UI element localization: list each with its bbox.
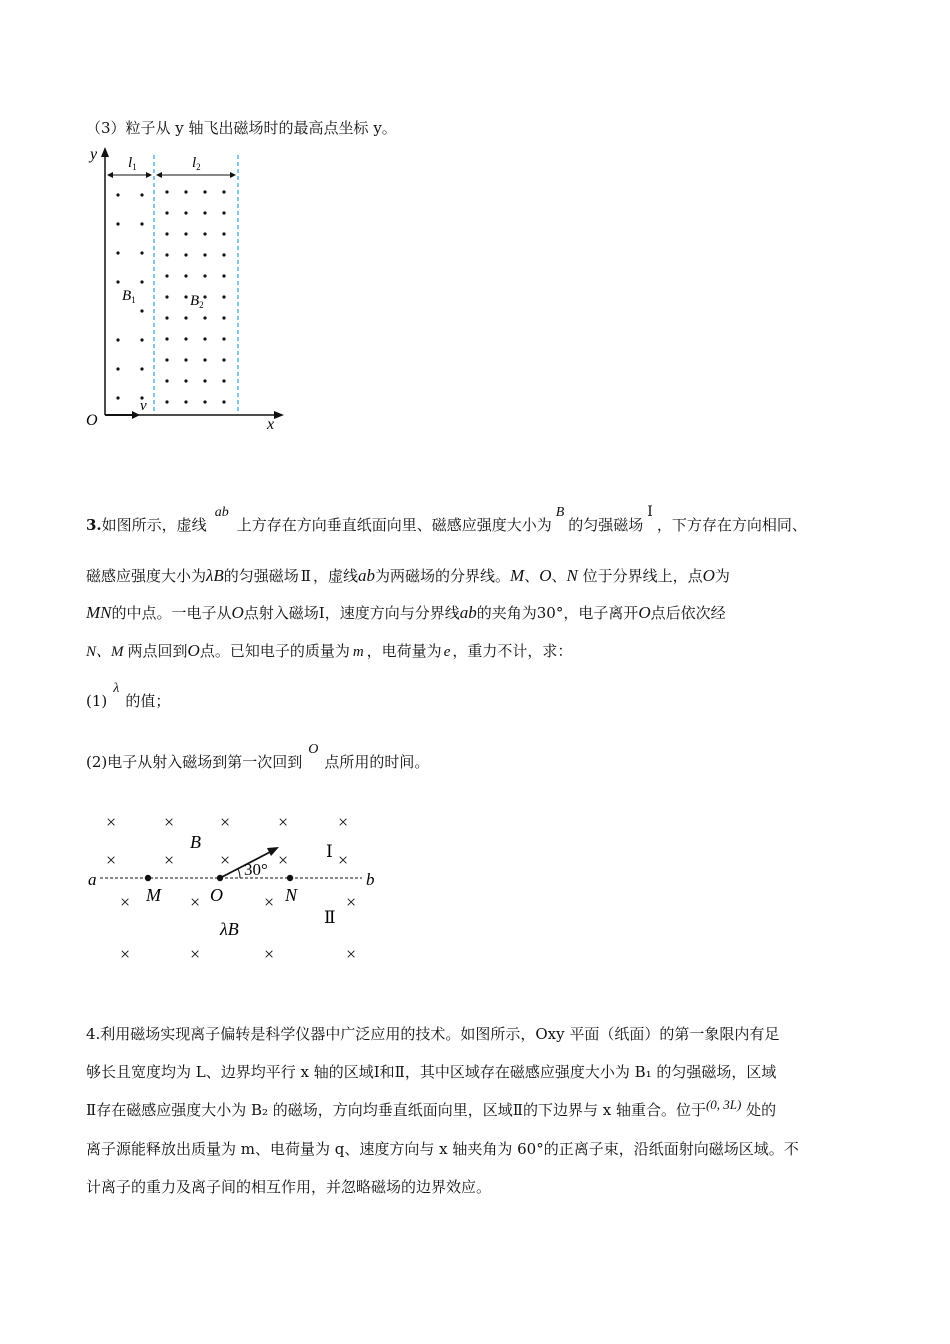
svg-text:×: ×	[338, 812, 349, 832]
region-I-label: Ⅰ	[326, 842, 333, 861]
svg-text:×: ×	[346, 944, 357, 964]
b1-label: $B_1$	[122, 288, 136, 305]
q4-line-3: Ⅱ存在磁感应强度大小为 B₂ 的磁场，方向均垂直纸面向里，区域Ⅱ的下边界与 x 轴重合。位于(0, 3L) 处的	[86, 1097, 777, 1119]
svg-text:×: ×	[120, 944, 131, 964]
q3-line-4: N、M 两点回到O点。已知电子的质量为 m ，电荷量为 e ，重力不计，求：	[86, 641, 573, 660]
field-B-label: B	[190, 832, 201, 852]
q4-line-2: 够长且宽度均为 L、边界均平行 x 轴的区域Ⅰ和Ⅱ，其中区域存在磁感应强度大小为 B₁ 的匀强磁场，区域	[86, 1063, 777, 1081]
point-O-label: O	[210, 885, 223, 905]
point-M-label: M	[146, 885, 161, 905]
b2-label: $B_2$	[190, 293, 204, 310]
velocity-label: v	[140, 398, 147, 414]
figure-field-regions	[80, 145, 300, 435]
q4-line-4: 离子源能释放出质量为 m、电荷量为 q、速度方向与 x 轴夹角为 60°的正离子束，沿纸面射向磁场区域。不	[86, 1140, 799, 1158]
svg-text:×: ×	[190, 944, 201, 964]
origin-label: O	[86, 412, 98, 429]
svg-text:×: ×	[346, 892, 357, 912]
l1-label: $l_1$	[128, 155, 137, 172]
figure-boundary-fields	[80, 805, 400, 975]
q3-line-1: 3.如图所示，虚线ab上方存在方向垂直纸面向里、磁感应强度大小为B的匀强磁场Ⅰ，下方存在方向相同、	[86, 504, 807, 534]
q3-part1: (1)λ的值；	[86, 681, 171, 710]
svg-text:×: ×	[106, 812, 117, 832]
svg-text:×: ×	[164, 850, 175, 870]
svg-text:×: ×	[120, 892, 131, 912]
svg-text:×: ×	[164, 812, 175, 832]
svg-text:×: ×	[278, 812, 289, 832]
point-a-label: a	[88, 870, 97, 889]
svg-text:×: ×	[264, 944, 275, 964]
x-axis-label: x	[267, 416, 275, 433]
q4-line-1: 4.利用磁场实现离子偏转是科学仪器中广泛应用的技术。如图所示，Oxy 平面（纸面）的第一象限内有足	[86, 1025, 780, 1043]
point-N-label: N	[285, 885, 298, 905]
q3-line-3: MN的中点。一电子从O点射入磁场Ⅰ，速度方向与分界线ab的夹角为30°，电子离开O点后依次经	[86, 603, 726, 622]
svg-text:×: ×	[220, 812, 231, 832]
q3-part2: (2)电子从射入磁场到第一次回到O点所用的时间。	[86, 742, 430, 771]
svg-text:×: ×	[190, 892, 201, 912]
svg-text:×: ×	[264, 892, 275, 912]
y-axis-label: y	[90, 146, 98, 163]
field-crosses	[106, 812, 356, 964]
q2-part3-text: （3）粒子从 y 轴飞出磁场时的最高点坐标 y。	[86, 119, 397, 137]
svg-text:×: ×	[220, 850, 231, 870]
angle-label: 30°	[244, 860, 268, 879]
field-lB-label: λB	[220, 919, 239, 939]
svg-text:×: ×	[278, 850, 289, 870]
point-M	[145, 875, 151, 881]
svg-text:×: ×	[106, 850, 117, 870]
l2-label: $l_2$	[192, 155, 201, 172]
angle-arc	[238, 869, 240, 878]
q3-line-2: 磁感应强度大小为λB的匀强磁场 Ⅱ ，虚线ab为两磁场的分界线。M、O、N 位于分界线上，点O为	[86, 566, 730, 585]
y-axis-arrow	[101, 147, 109, 157]
q4-line-5: 计离子的重力及离子间的相互作用，并忽略磁场的边界效应。	[86, 1178, 492, 1196]
region-II-label: Ⅱ	[324, 908, 336, 927]
point-b-label: b	[366, 870, 375, 889]
point-N	[287, 875, 293, 881]
x-axis-arrow	[274, 411, 284, 419]
svg-text:×: ×	[338, 850, 349, 870]
